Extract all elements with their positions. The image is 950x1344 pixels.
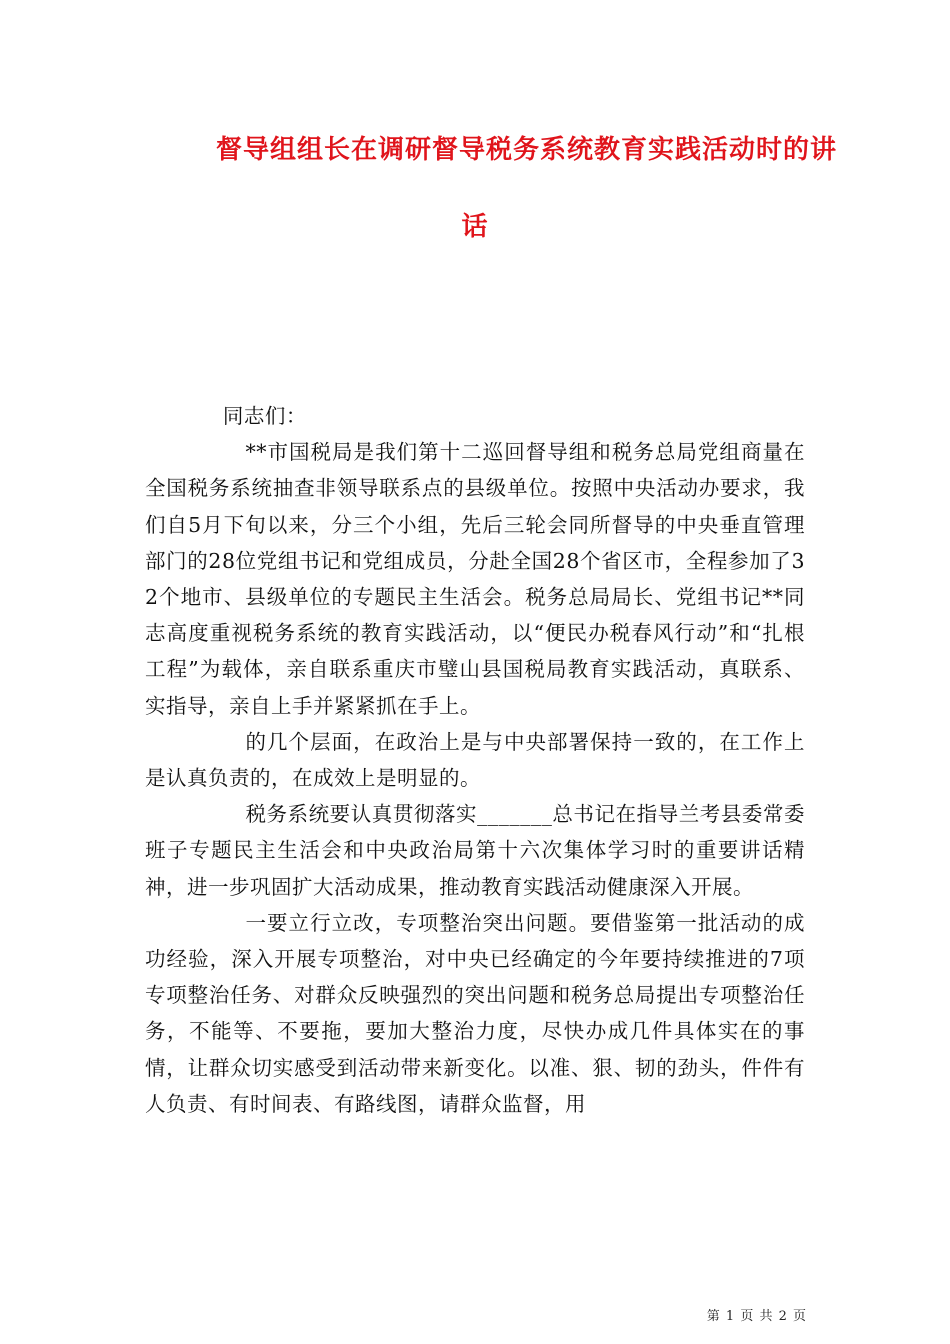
paragraph-1: **市国税局是我们第十二巡回督导组和税务总局党组商量在全国税务系统抽查非领导联系点的县级单位。按照中央活动办要求，我们自5月下旬以来，分三个小组，先后三轮会同所督导的中央垂直管理部门的28位党组书记和党组成员，分赴全国28个省区市，全程参加了32个地市、县级单位的专题民主生活会。税务总局局长、党组书记**同志高度重视税务系统的教育实践活动，以“便民办税春风行动”和“扎根工程”为载体，亲自联系重庆市璧山县国税局教育实践活动，真联系、实指导，亲自上手并紧紧抓在手上。 — [145, 440, 805, 718]
page-number-footer: 第 1 页 共 2 页 — [706, 1309, 807, 1324]
paragraph-4: 一要立行立改，专项整治突出问题。要借鉴第一批活动的成功经验，深入开展专项整治，对中央已经确定的今年要持续推进的7项专项整治任务、对群众反映强烈的突出问题和税务总局提出专项整治任务，不能等、不要拖，要加大整治力度，尽快办成几件具体实在的事情，让群众切实感受到活动带来新变化。以准、狠、韧的劲头，件件有人负责、有时间表、有路线图，请群众监督，用 — [145, 910, 805, 1116]
paragraph-2: 的几个层面，在政治上是与中央部署保持一致的，在工作上是认真负责的，在成效上是明显的。 — [145, 729, 805, 791]
document-title-line-1: 督导组组长在调研督导税务系统教育实践活动时的讲 — [216, 135, 838, 165]
document-body — [145, 398, 805, 1122]
salutation: 同志们： — [222, 404, 307, 428]
document-title-line-2: 话 — [461, 212, 489, 242]
paragraph-3: 税务系统要认真贯彻落实_______总书记在指导兰考县委常委班子专题民主生活会和中央政治局第十六次集体学习时的重要讲话精神，进一步巩固扩大活动成果，推动教育实践活动健康深入开展。 — [145, 802, 805, 899]
